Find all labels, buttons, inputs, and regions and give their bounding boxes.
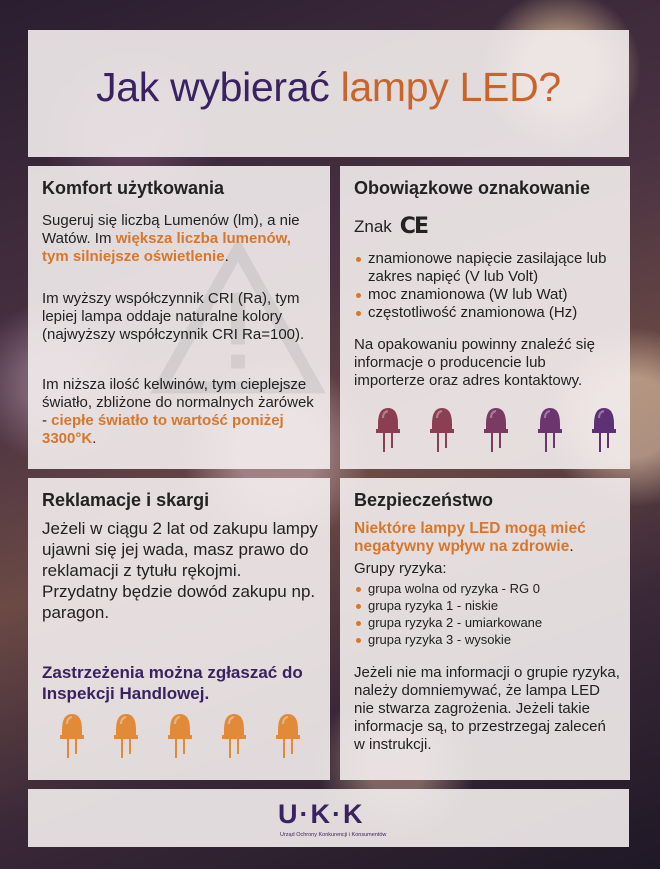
labeling-heading: Obowiązkowe oznakowanie: [354, 178, 591, 198]
led-icon: [590, 406, 618, 454]
comfort-p3-highlight: ciepłe światło to wartość poniżej 3300°K: [42, 412, 284, 447]
comfort-paragraph-kelvin: [42, 376, 320, 448]
labeling-note: Na opakowaniu powinny znaleźć się informacje o producencie lub importerze oraz adres kontaktowy.: [354, 336, 595, 389]
labeling-panel: [340, 166, 630, 469]
safety-warning-end: .: [569, 538, 574, 555]
led-icon: [274, 712, 302, 760]
comfort-panel: [28, 166, 330, 469]
labeling-list: [354, 250, 620, 322]
comfort-p3-text: Im niższa ilość kelwinów, tym cieplejsze światło, zbliżone do normalnych żarówek -: [42, 376, 314, 429]
logo-mark: U·K·K: [278, 799, 365, 829]
comfort-paragraph-cri: Im wyższy współczynnik CRI (Ra), tym lepiej lampa oddaje naturalne kolory (najwyższy współczynnik CRI Ra=100).: [42, 290, 305, 343]
list-item: moc znamionowa (W lub Wat): [354, 286, 620, 304]
led-icon: [166, 712, 194, 760]
risk-groups-list: [354, 580, 620, 648]
ce-mark-icon: CE: [399, 214, 427, 239]
safety-warning: [354, 520, 620, 556]
uokik-logo: [278, 797, 398, 841]
claims-heading: Reklamacje i skargi: [42, 490, 210, 510]
logo-subtitle: Urząd Ochrony Konkurencji i Konsumentów: [280, 832, 387, 838]
list-item: grupa ryzyka 2 - umiarkowane: [354, 614, 620, 631]
title-panel: [28, 30, 629, 157]
claims-panel: [28, 478, 330, 780]
title-part-2: lampy LED?: [340, 64, 561, 110]
led-icon: [220, 712, 248, 760]
comfort-p1-end: .: [224, 248, 229, 265]
led-icon: [482, 406, 510, 454]
comfort-p1-highlight: większa liczba lumenów, tym silniejsze oświetlenie: [42, 230, 291, 265]
led-icon: [112, 712, 140, 760]
znak-label: Znak: [354, 216, 392, 236]
safety-warning-highlight: Niektóre lampy LED mogą mieć negatywny wpływ na zdrowie: [354, 520, 586, 555]
risk-groups-label: Grupy ryzyka:: [354, 560, 447, 577]
led-row: [58, 712, 302, 760]
safety-heading: Bezpieczeństwo: [354, 490, 494, 510]
list-item: grupa ryzyka 3 - wysokie: [354, 631, 620, 648]
comfort-heading: Komfort użytkowania: [42, 178, 225, 198]
led-row: [374, 406, 618, 454]
led-icon: [374, 406, 402, 454]
comfort-p3-end: .: [92, 430, 97, 447]
logo-panel: [28, 789, 629, 847]
list-item: częstotliwość znamionowa (Hz): [354, 304, 620, 322]
title-part-1: Jak wybierać: [96, 64, 341, 110]
comfort-paragraph-lumens: [42, 212, 320, 266]
safety-note: Jeżeli nie ma informacji o grupie ryzyka, należy domniemywać, że lampa LED nie stwarza zagrożenia. Jeżeli takie informacje są, to przestrzegaj zaleceń w instrukcji.: [354, 664, 620, 753]
list-item: znamionowe napięcie zasilające lub zakres napięć (V lub Volt): [354, 250, 620, 286]
page-title: [28, 64, 629, 111]
led-icon: [58, 712, 86, 760]
safety-panel: [340, 478, 630, 780]
ce-row: [354, 214, 427, 239]
claims-paragraph: Jeżeli w ciągu 2 lat od zakupu lampy ujawni się jej wada, masz prawo do reklamacji z tytułu rękojmi. Przydatny będzie dowód zakupu np. paragon.: [42, 519, 318, 622]
comfort-p1-text: Sugeruj się liczbą Lumenów (lm), a nie Watów. Im: [42, 212, 300, 247]
list-item: grupa ryzyka 1 - niskie: [354, 597, 620, 614]
claims-inspection-note: Zastrzeżenia można zgłaszać do Inspekcji Handlowej.: [42, 663, 303, 703]
led-icon: [536, 406, 564, 454]
led-icon: [428, 406, 456, 454]
list-item: grupa wolna od ryzyka - RG 0: [354, 580, 620, 597]
